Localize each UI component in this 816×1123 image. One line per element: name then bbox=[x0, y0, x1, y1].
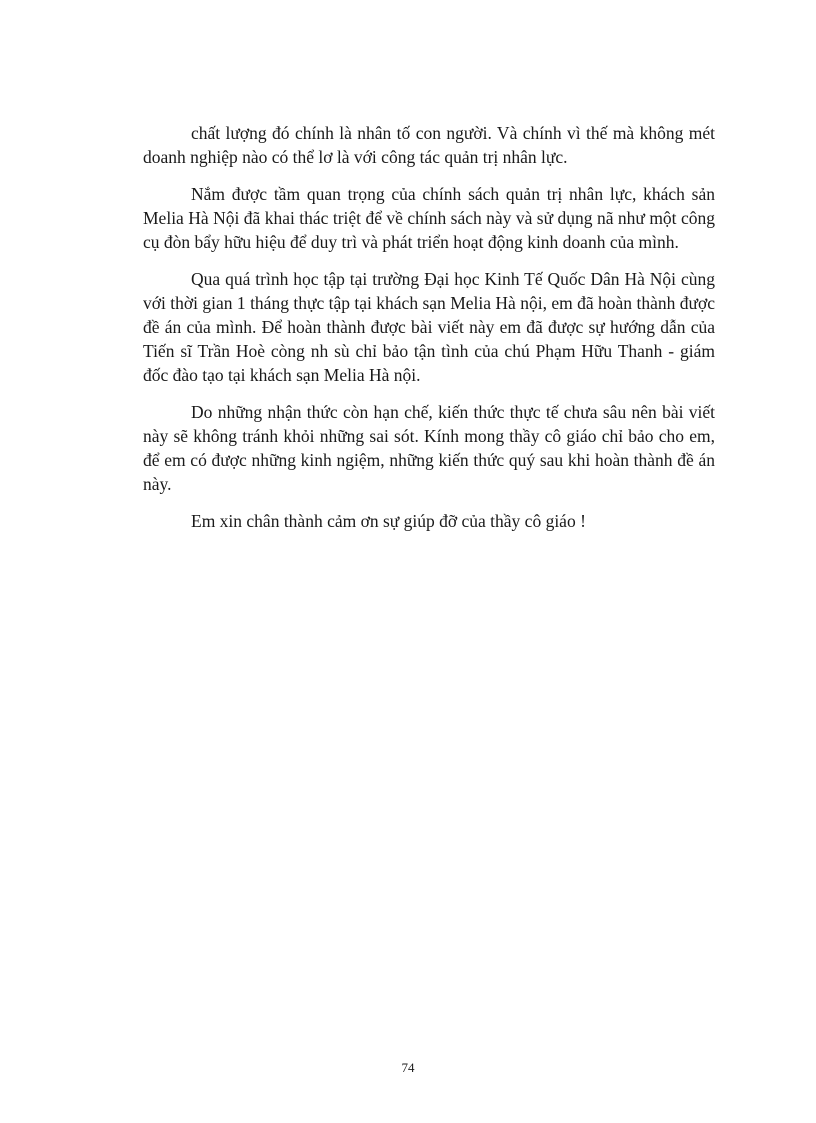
paragraph-2: Nắm được tầm quan trọng của chính sách quản trị nhân lực, khách sản Melia Hà Nội đã khai thác triệt để về chính sách này và sử dụng nã như một công cụ đòn bẩy hữu hiệu để duy trì và phát triển hoạt động kinh doanh của mình. bbox=[143, 184, 715, 252]
document-body bbox=[143, 121, 715, 533]
paragraph-3: Qua quá trình học tập tại trường Đại học Kinh Tế Quốc Dân Hà Nội cùng với thời gian 1 tháng thực tập tại khách sạn Melia Hà nội, em đã hoàn thành được đề án của mình. Để hoàn thành được bài viết này em đã được sự hướng dẫn của Tiến sĩ Trần Hoè còng nh sù chỉ bảo tận tình của chú Phạm Hữu Thanh - giám đốc đào tạo tại khách sạn Melia Hà nội. bbox=[143, 269, 715, 385]
paragraph-4: Do những nhận thức còn hạn chế, kiến thức thực tế chưa sâu nên bài viết này sẽ không tránh khỏi những sai sót. Kính mong thầy cô giáo chỉ bảo cho em, để em có được những kinh ngiệm, những kiến thức quý sau khi hoàn thành đề án này. bbox=[143, 402, 715, 494]
closing-line: Em xin chân thành cảm ơn sự giúp đỡ của thầy cô giáo ! bbox=[191, 511, 586, 531]
paragraph-1: chất lượng đó chính là nhân tố con người. Và chính vì thế mà không mét doanh nghiệp nào có thể lơ là với công tác quản trị nhân lực. bbox=[143, 123, 715, 167]
page-number: 74 bbox=[401, 1060, 415, 1075]
